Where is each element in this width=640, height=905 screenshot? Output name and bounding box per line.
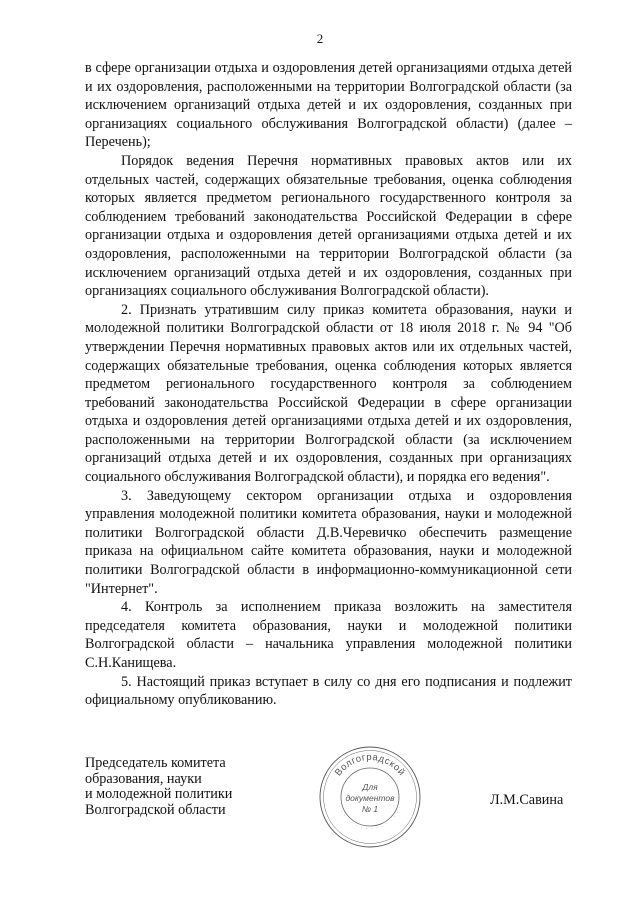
- stamp-inner-line: № 1: [361, 804, 379, 814]
- signatory-title-line: Председатель комитета: [85, 755, 226, 771]
- paragraph-item-2: 2. Признать утратившим силу приказ комитета образования, науки и молодежной политики Волгоградской области от 18 июля 2018 г. № 94 "Об утверждении Перечня нормативных правовых актов или их отдельных частей, содержащих обязательные требования, оценка соблюдения которых является предметом регионального государственного контроля за соблюдением требований законодательства Российской Федерации в сфере организации отдыха и оздоровления детей организациями отдыха детей и их оздоровления, расположенными на территории Волгоградской области (за исключением организаций отдыха детей и их оздоровления, созданных при организациях социального обслуживания Волгоградской области), и порядка его ведения".: [85, 301, 572, 486]
- signatory-title-line: и молодежной политики: [85, 786, 233, 802]
- page-number: 2: [316, 31, 324, 46]
- paragraph-poryadok-vedeniya: Порядок ведения Перечня нормативных правовых актов или их отдельных частей, содержащих обязательные требования, оценка соблюдения которых является предметом регионального государственного контроля за соблюдением требований законодательства Российской Федерации в сфере организации отдыха и оздоровления детей организациями отдыха детей и их оздоровления, расположенными на территории Волгоградской области (за исключением организаций отдыха детей и их оздоровления, созданных при организациях социального обслуживания Волгоградской области).: [85, 152, 572, 300]
- stamp-inner-line: документов: [345, 793, 395, 803]
- paragraph-perechen-continuation: в сфере организации отдыха и оздоровления детей организациями отдыха детей и их оздоровления, расположенными на территории Волгоградской области (за исключением организаций отдыха детей и их оздоровления, созданных при организациях социального обслуживания Волгоградской области) (далее – Перечень);: [85, 60, 572, 151]
- signatory-title: [85, 756, 232, 818]
- stamp-arc-text: Волгоградской: [332, 751, 408, 779]
- document-body: [85, 59, 572, 710]
- svg-text:Волгоградской: [333, 752, 407, 778]
- svg-text:· · · · · · · · · · · · · · ·: · · · · · · · · · · · · · · · ·: [336, 804, 404, 832]
- paragraph-item-5: 5. Настоящий приказ вступает в силу со дня его подписания и подлежит официальному опубликованию.: [85, 673, 572, 709]
- signatory-title-line: образования, науки: [85, 770, 202, 787]
- signatory-name: Л.М.Савина: [490, 792, 564, 808]
- signatory-title-line: Волгоградской области: [85, 801, 226, 818]
- stamp-inner-line: Для: [362, 782, 378, 792]
- official-stamp: [318, 745, 422, 849]
- paragraph-item-4: 4. Контроль за исполнением приказа возложить на заместителя председателя комитета образования, науки и молодежной политики Волгоградской области – начальника управления молодежной политики С.Н.Канищева.: [85, 599, 572, 671]
- paragraph-item-3: 3. Заведующему сектором организации отдыха и оздоровления управления молодежной политики комитета образования, науки и молодежной политики Волгоградской области Д.В.Черевичко обеспечить размещение приказа на официальном сайте комитета образования, науки и молодежной политики Волгоградской области в информационно-коммуникационной сети "Интернет".: [85, 487, 572, 597]
